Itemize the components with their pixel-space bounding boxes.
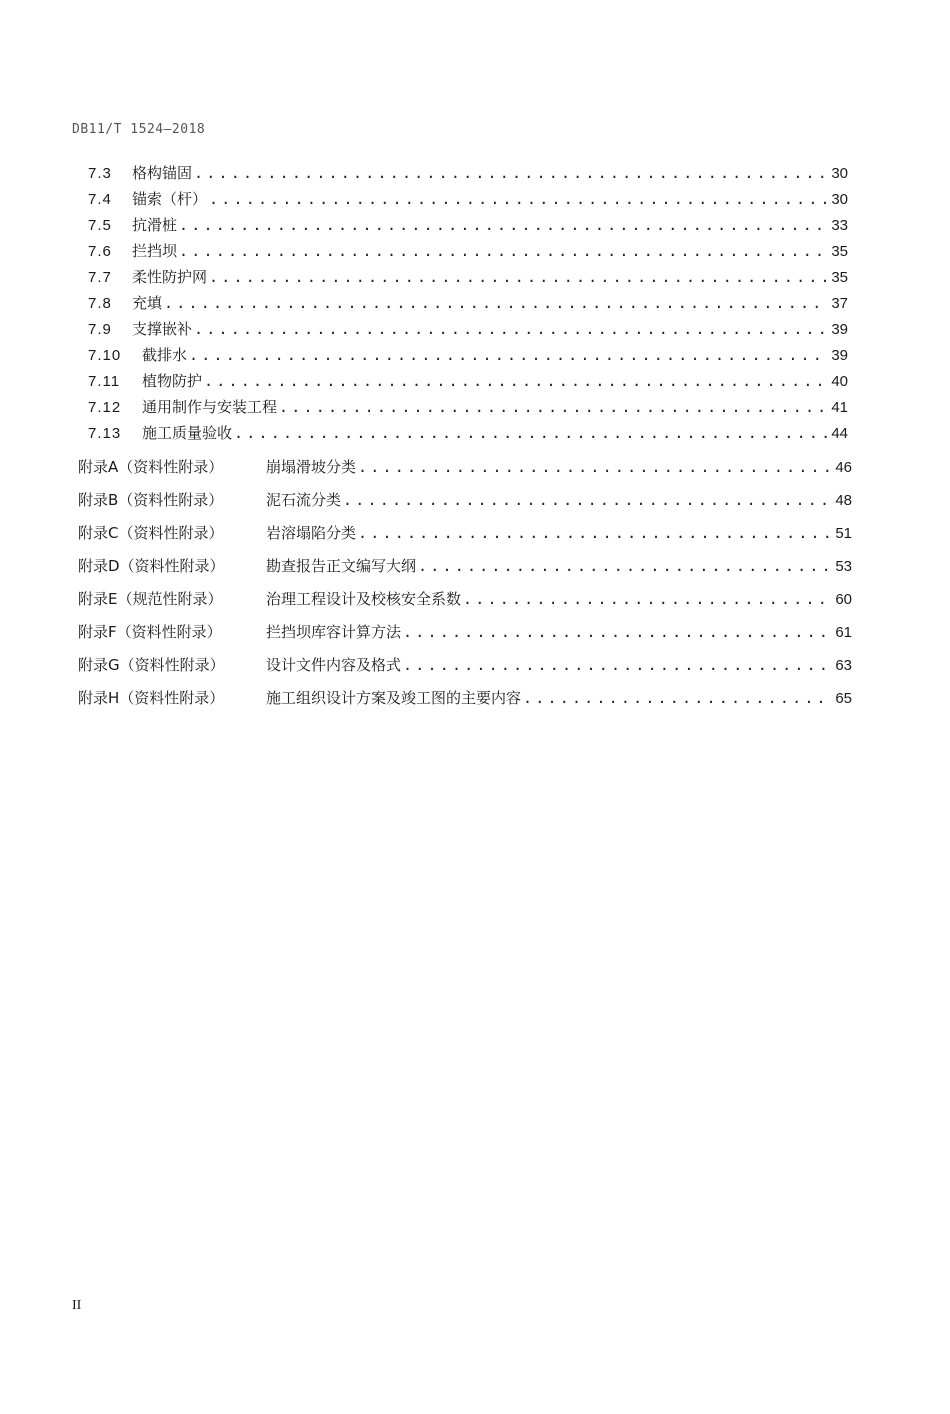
toc-entry[interactable] (88, 189, 848, 210)
appendix-label: 附录B（资料性附录） (78, 491, 224, 509)
appendix-page: 63 (835, 657, 852, 674)
toc-entry[interactable] (88, 397, 848, 418)
leader-dots (204, 371, 828, 391)
leader-dots (209, 267, 828, 287)
page-number: II (72, 1298, 82, 1313)
toc-entry-page: 39 (831, 347, 848, 364)
appendix-page: 65 (835, 690, 852, 707)
toc-entry-page: 40 (831, 373, 848, 390)
toc-appendix-entry[interactable] (78, 589, 852, 610)
appendix-title: 设计文件内容及格式 (266, 656, 402, 674)
toc-entry-number: 7.12 (88, 399, 122, 416)
toc-entry-number: 7.8 (88, 295, 112, 312)
leader-dots (358, 457, 832, 477)
toc-appendix-entry[interactable] (78, 457, 852, 478)
appendix-page: 60 (835, 591, 852, 608)
toc-entry-number: 7.4 (88, 191, 112, 208)
toc-entry-page: 35 (831, 243, 848, 260)
appendix-label: 附录E（规范性附录） (78, 590, 223, 608)
leader-dots (279, 397, 828, 417)
toc-entry-title: 格构锚固 (132, 164, 193, 182)
toc-appendix-entry[interactable] (78, 622, 852, 643)
toc-entry-page: 35 (831, 269, 848, 286)
toc-appendix-entry[interactable] (78, 688, 852, 709)
toc-entry-page: 41 (831, 399, 848, 416)
appendix-label: 附录A（资料性附录） (78, 458, 224, 476)
leader-dots (403, 655, 832, 675)
toc-entry-number: 7.6 (88, 243, 112, 260)
appendix-page: 53 (835, 558, 852, 575)
toc-entry-page: 39 (831, 321, 848, 338)
toc-entry-number: 7.9 (88, 321, 112, 338)
toc-entry[interactable] (88, 371, 848, 392)
toc-entry-title: 柔性防护网 (132, 268, 208, 286)
leader-dots (403, 622, 832, 642)
toc-entry-number: 7.13 (88, 425, 122, 442)
appendix-title: 崩塌滑坡分类 (266, 458, 357, 476)
appendix-title: 治理工程设计及校核安全系数 (266, 590, 462, 608)
appendix-label: 附录G（资料性附录） (78, 656, 225, 674)
leader-dots (523, 688, 832, 708)
toc-entry-number: 7.7 (88, 269, 112, 286)
toc-entry-number: 7.3 (88, 165, 112, 182)
toc-entry-number: 7.11 (88, 373, 121, 390)
appendix-label: 附录H（资料性附录） (78, 689, 225, 707)
toc-appendix-entry[interactable] (78, 655, 852, 676)
toc-entry[interactable] (88, 267, 848, 288)
appendix-page: 61 (835, 624, 852, 641)
toc-entry-title: 截排水 (142, 346, 188, 364)
toc-entry-title: 通用制作与安装工程 (142, 398, 278, 416)
leader-dots (189, 345, 828, 365)
leader-dots (343, 490, 832, 510)
toc-entry[interactable] (88, 345, 848, 366)
toc-entry-title: 充填 (132, 294, 163, 312)
leader-dots (179, 241, 828, 261)
toc-entry-number: 7.10 (88, 347, 122, 364)
leader-dots (179, 215, 828, 235)
appendix-page: 46 (835, 459, 852, 476)
toc-entry-title: 抗滑桩 (132, 216, 178, 234)
toc-entry-page: 30 (831, 165, 848, 182)
appendix-title: 勘查报告正文编写大纲 (266, 557, 417, 575)
toc-entry[interactable] (88, 319, 848, 340)
toc-entry[interactable] (88, 293, 848, 314)
toc-entry-title: 锚索（杆） (132, 190, 208, 208)
leader-dots (463, 589, 832, 609)
appendix-title: 施工组织设计方案及竣工图的主要内容 (266, 689, 522, 707)
toc-appendix-entry[interactable] (78, 490, 852, 511)
appendix-label: 附录D（资料性附录） (78, 557, 225, 575)
leader-dots (358, 523, 832, 543)
appendix-title: 拦挡坝库容计算方法 (266, 623, 402, 641)
leader-dots (194, 163, 828, 183)
leader-dots (418, 556, 832, 576)
document-code: DB11/T 1524—2018 (72, 122, 206, 137)
toc-entry[interactable] (88, 215, 848, 236)
appendix-page: 48 (835, 492, 852, 509)
appendix-page: 51 (835, 525, 852, 542)
appendix-label: 附录F（资料性附录） (78, 623, 222, 641)
leader-dots (209, 189, 828, 209)
toc-appendix-entry[interactable] (78, 556, 852, 577)
appendix-label: 附录C（资料性附录） (78, 524, 224, 542)
leader-dots (164, 293, 828, 313)
toc-entry-title: 支撑嵌补 (132, 320, 193, 338)
leader-dots (234, 423, 828, 443)
toc-entry-page: 37 (831, 295, 848, 312)
toc-entry-page: 30 (831, 191, 848, 208)
toc-entry[interactable] (88, 163, 848, 184)
toc-entry-page: 44 (831, 425, 848, 442)
toc-entry-title: 植物防护 (142, 372, 203, 390)
toc-appendix-entry[interactable] (78, 523, 852, 544)
toc-entry[interactable] (88, 423, 848, 444)
toc-entry[interactable] (88, 241, 848, 262)
toc-entry-number: 7.5 (88, 217, 112, 234)
toc-entry-title: 拦挡坝 (132, 242, 178, 260)
leader-dots (194, 319, 828, 339)
appendix-title: 泥石流分类 (266, 491, 342, 509)
toc-entry-title: 施工质量验收 (142, 424, 233, 442)
appendix-title: 岩溶塌陷分类 (266, 524, 357, 542)
toc-entry-page: 33 (831, 217, 848, 234)
